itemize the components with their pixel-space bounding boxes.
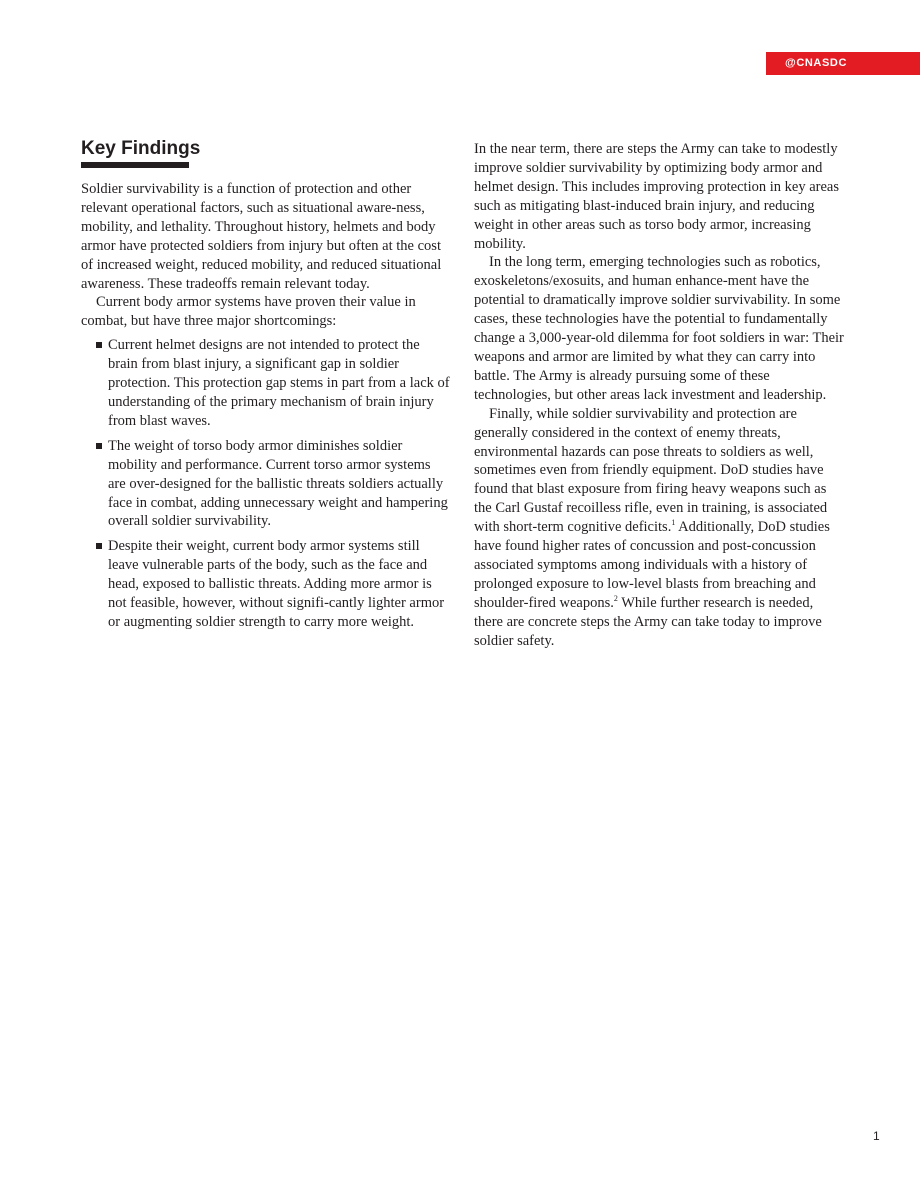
square-bullet-icon [96,543,102,549]
footnote-ref-1[interactable]: 1 [671,518,676,528]
section-title: Key Findings [81,138,201,159]
list-item [81,437,451,532]
right-column [474,140,844,650]
footnote-ref-2[interactable]: 2 [613,593,618,603]
list-item [81,336,451,431]
shortcomings-list [81,336,451,632]
paragraph-text: While further research is needed, there are concrete steps the Army can take today to improve soldier safety. [474,594,822,649]
title-underline-rule [81,162,189,168]
square-bullet-icon [96,443,102,449]
near-term-paragraph: In the near term, there are steps the Army can take to modestly improve soldier survivability by optimizing body armor and helmet design. This includes improving protection in key areas such as mitigating blast-induced brain injury, and reducing weight in other areas such as torso body armor, increasing mobility. [474,141,839,252]
list-item-text: Current helmet designs are not intended to protect the brain from blast injury, a significant gap in soldier protection. This protection gap stems in part from a lack of understanding of the primary mechanism of brain injury from blast waves. [108,337,450,429]
page-number: 1 [873,1129,880,1143]
intro-paragraph: Soldier survivability is a function of protection and other relevant operational factors, such as situational aware-ness, mobility, and lethality. Throughout history, helmets and body armor have protected soldiers from injury but often at the cost of increased weight, reduced mobility, and reduced situational awareness. These tradeoffs remain relevant today. [81,181,442,292]
left-column [81,138,451,638]
list-item-text: The weight of torso body armor diminishes soldier mobility and performance. Current torso armor systems are over-designed for the ballistic threats soldiers actually face in combat, adding unnecessary weight and hampering overall soldier survivability. [108,437,448,530]
list-item-text: Despite their weight, current body armor systems still leave vulnerable parts of the body, such as the face and head, exposed to ballistic threats. Adding more armor is not feasible, however, without signifi-cantly lighter armor or augmenting soldier strength to carry more weight. [108,538,445,630]
list-item [81,537,451,632]
paragraph-text: Additionally, DoD studies have found higher rates of concussion and post-concussion associated symptoms among individuals with a history of prolonged exposure to low-level blasts from breaching and shoulder-fired weapons. [474,519,830,611]
cnasdc-handle-tab: @CNASDC [766,52,920,75]
long-term-paragraph: In the long term, emerging technologies such as robotics, exoskeletons/exosuits, and human enhance-ment have the potential to dramatically improve soldier survivability. In some cases, these technologies have the potential to fundamentally change a 3,000-year-old dilemma for foot soldiers in war: Their weapons and armor are limited by what they can carry into battle. The Army is already pursuing some of these technologies, but other areas lack investment and leadership. [474,254,844,403]
paragraph-text: Finally, while soldier survivability and protection are generally considered in the context of enemy threats, environmental hazards can pose threats to soldiers as well, sometimes even from friendly equipment. DoD studies have found that blast exposure from firing heavy weapons such as the Carl Gustaf recoilless rifle, even in training, is associated with short-term cognitive deficits. [474,405,828,536]
environmental-hazards-paragraph [474,405,844,651]
square-bullet-icon [96,342,102,348]
shortcomings-intro-paragraph: Current body armor systems have proven their value in combat, but have three major shortcomings: [81,294,416,330]
